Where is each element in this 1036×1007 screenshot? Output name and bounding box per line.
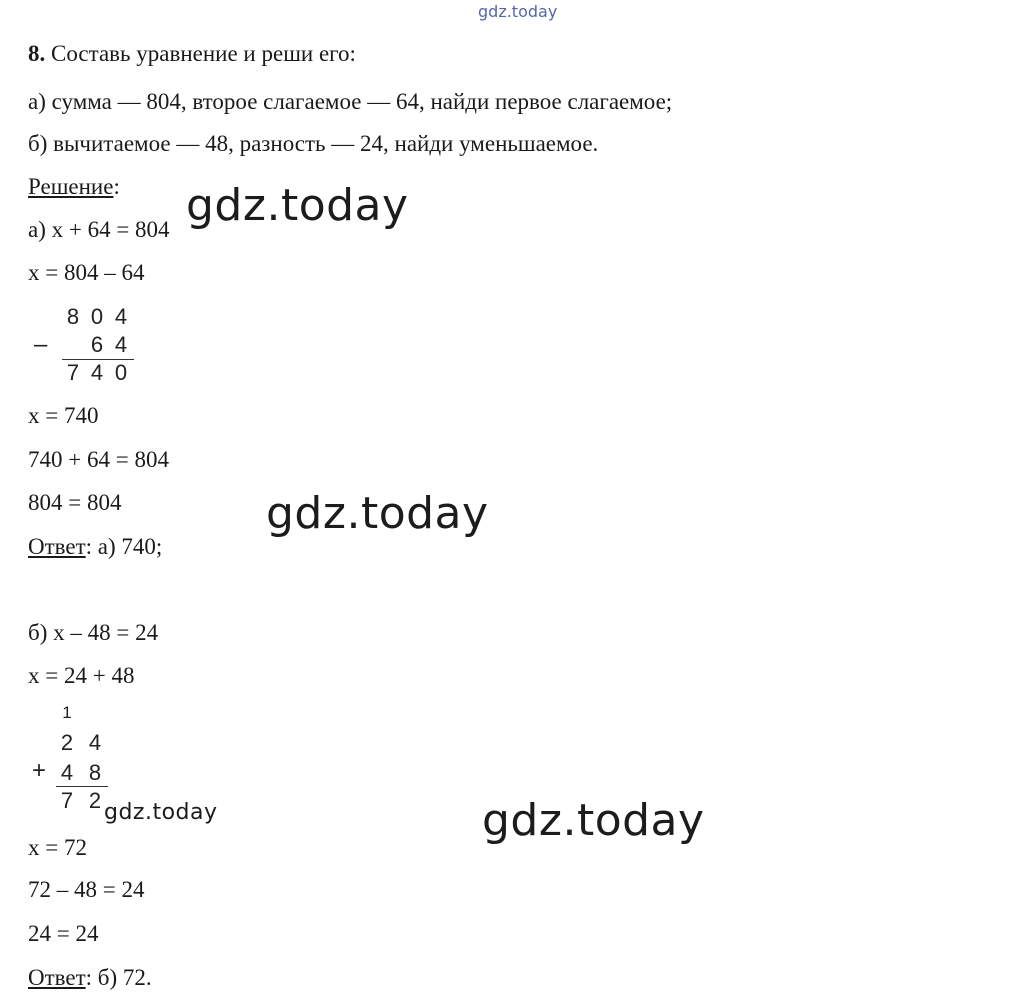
solution-label-colon: :: [113, 174, 120, 199]
a-column-result-digit: 4: [90, 360, 104, 385]
a-x-value: x = 740: [28, 403, 99, 428]
a-step1: x = 804 – 64: [28, 260, 145, 285]
b-column-sign: +: [32, 757, 47, 784]
task-part-b: б) вычитаемое — 48, разность — 24, найди уменьшаемое.: [28, 131, 599, 156]
b-column-bottom-digit: 4: [60, 760, 74, 785]
a-answer-text: : а) 740;: [85, 534, 163, 559]
b-column-rule: [56, 786, 108, 787]
b-column-carry: 1: [62, 703, 72, 722]
a-answer-label: Ответ: [28, 534, 86, 559]
a-column-bottom-digit: 6: [90, 332, 104, 357]
a-column-subtraction: [30, 302, 150, 392]
b-check2: 24 = 24: [28, 921, 99, 946]
b-x-value: x = 72: [28, 835, 87, 860]
task-heading: [28, 40, 356, 68]
b-column-top-digit: 4: [88, 730, 102, 755]
watermark-3: gdz.today: [104, 800, 218, 825]
b-answer-text: : б) 72.: [85, 965, 152, 990]
solution-label-text: Решение: [28, 174, 114, 199]
b-column-top-digit: 2: [60, 730, 74, 755]
task-number: 8.: [28, 41, 46, 66]
solution-label: [28, 173, 120, 201]
b-column-addition: [30, 700, 140, 820]
a-column-bottom-digit: 4: [114, 332, 128, 357]
b-column-result-digit: 2: [88, 788, 102, 813]
b-check1: 72 – 48 = 24: [28, 877, 145, 902]
b-answer: [28, 964, 152, 992]
a-equation: а) x + 64 = 804: [28, 217, 170, 242]
watermark-4: gdz.today: [482, 795, 705, 846]
b-column-result-digit: 7: [60, 788, 74, 813]
watermark-top: gdz.today: [478, 2, 558, 21]
task-title: Составь уравнение и реши его:: [45, 41, 356, 66]
a-column-result-digit: 7: [66, 360, 80, 385]
b-equation: б) x – 48 = 24: [28, 620, 159, 645]
b-column-bottom-digit: 8: [88, 760, 102, 785]
a-answer: [28, 533, 162, 561]
b-answer-label: Ответ: [28, 965, 86, 990]
a-column-top-digit: 4: [114, 304, 128, 329]
a-check1: 740 + 64 = 804: [28, 447, 169, 472]
a-column-top-digit: 8: [66, 304, 80, 329]
watermark-1: gdz.today: [186, 180, 409, 231]
watermark-2: gdz.today: [266, 488, 489, 539]
a-check2: 804 = 804: [28, 490, 122, 515]
b-step1: x = 24 + 48: [28, 663, 135, 688]
a-column-sign: –: [34, 331, 48, 358]
a-column-result-digit: 0: [114, 360, 128, 385]
a-column-top-digit: 0: [90, 304, 104, 329]
task-part-a: а) сумма — 804, второе слагаемое — 64, найди первое слагаемое;: [28, 89, 673, 114]
